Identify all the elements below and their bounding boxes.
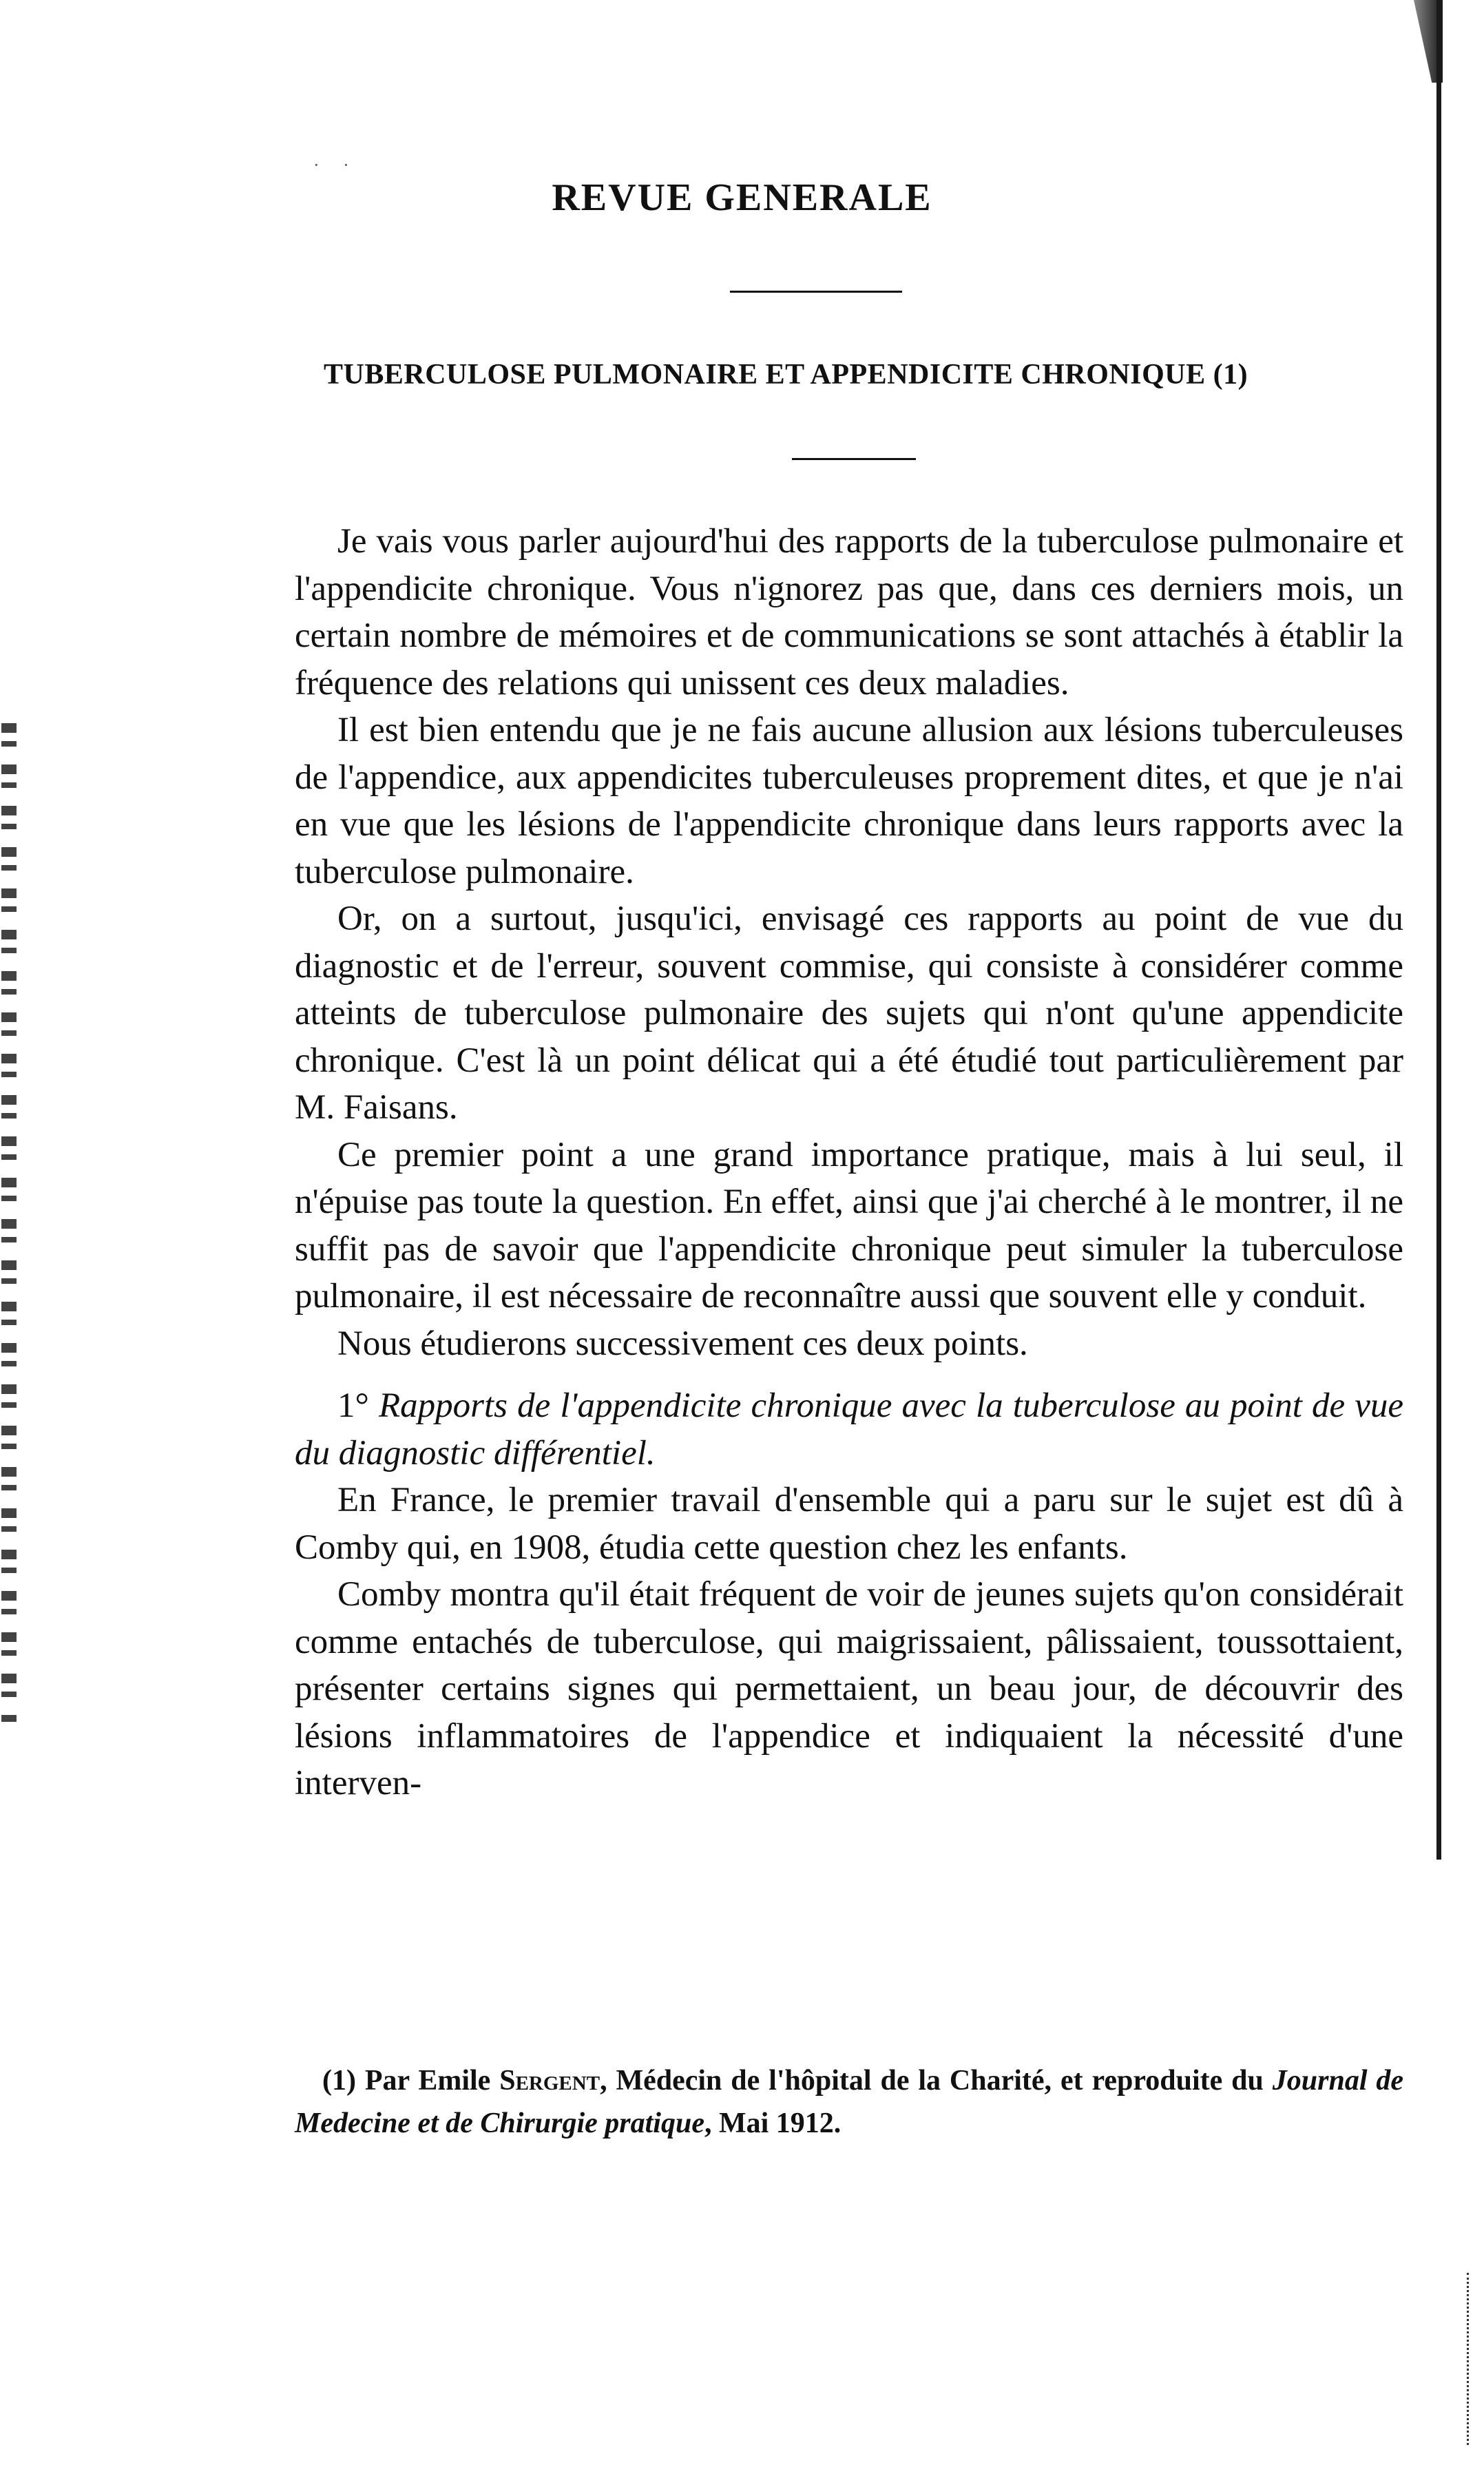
footnote-journal: Journal de Medecine et de Chirurgie pratique xyxy=(295,2065,1404,2139)
paragraph-2: Il est bien entendu que je ne fais aucune allusion aux lésions tuberculeuses de l'appendice, aux appendicites tuberculeuses proprement dites, et que je n'ai en vue que les lésions de l'appendicite chronique dans leurs rapports avec la tuberculose pulmonaire. xyxy=(295,711,1403,891)
footnote-marker: (1) xyxy=(322,2065,356,2097)
subtitle-divider xyxy=(792,458,916,460)
binding-margin-marks xyxy=(1,723,17,1722)
paragraph-1: Je vais vous parler aujourd'hui des rapports de la tuberculose pulmonaire et l'appendicite chronique. Vous n'ignorez pas que, dans ces derniers mois, un certain nombre de mémoires et de communications se sont attachés à établir la fréquence des relations qui unissent ces deux maladies. xyxy=(295,522,1403,703)
article-body xyxy=(295,518,1403,1807)
footnote-post-author: , Médecin de l'hôpital de la Charité, et reproduite du xyxy=(600,2065,1264,2097)
paragraph-5: Nous étudierons successivement ces deux points. xyxy=(337,1324,1028,1363)
paragraph-8: Comby montra qu'il était fréquent de voir de jeunes sujets qu'on considérait comme entachés de tuberculose, qui maigrissaient, pâlissaient, toussottaient, présenter certains signes qui permettaient, un beau jour, de découvrir des lésions inflammatoires de l'appendice et indiquaient la nécessité d'une interven- xyxy=(295,1575,1403,1802)
header-dots: · · xyxy=(313,155,359,175)
page-edge-shadow xyxy=(1370,0,1443,83)
footnote-date: , Mai 1912. xyxy=(704,2108,842,2139)
page-edge-rule xyxy=(1436,0,1441,1860)
section-number: 1° xyxy=(337,1386,369,1425)
footnote xyxy=(295,2059,1403,2145)
page-title: REVUE GENERALE xyxy=(552,176,932,219)
article-subtitle: TUBERCULOSE PULMONAIRE ET APPENDICITE CHRONIQUE (1) xyxy=(324,359,1248,391)
page-edge-dots xyxy=(1467,2273,1471,2445)
footnote-author: Sergent xyxy=(499,2065,600,2097)
paragraph-4: Ce premier point a une grand importance pratique, mais à lui seul, il n'épuise pas toute la question. En effet, ainsi que j'ai cherché à le montrer, il ne suffit pas de savoir que l'appendicite chronique peut simuler la tuberculose pulmonaire, il est nécessaire de reconnaître aussi que souvent elle y conduit. xyxy=(295,1135,1403,1315)
section-heading xyxy=(295,1382,1403,1477)
section-title: Rapports de l'appendicite chronique avec la tuberculose au point de vue du diagnostic différentiel. xyxy=(295,1386,1403,1473)
paragraph-3: Or, on a surtout, jusqu'ici, envisagé ces rapports au point de vue du diagnostic et de l'erreur, souvent commise, qui consiste à considérer comme atteints de tuberculose pulmonaire des sujets qui n'ont qu'une appendicite chronique. C'est là un point délicat qui a été étudié tout particulièrement par M. Faisans. xyxy=(295,899,1403,1127)
title-divider xyxy=(730,291,902,293)
footnote-pre-author: Par Emile xyxy=(364,2065,491,2097)
paragraph-7: En France, le premier travail d'ensemble qui a paru sur le sujet est dû à Comby qui, en 1908, étudia cette question chez les enfants. xyxy=(295,1481,1403,1567)
